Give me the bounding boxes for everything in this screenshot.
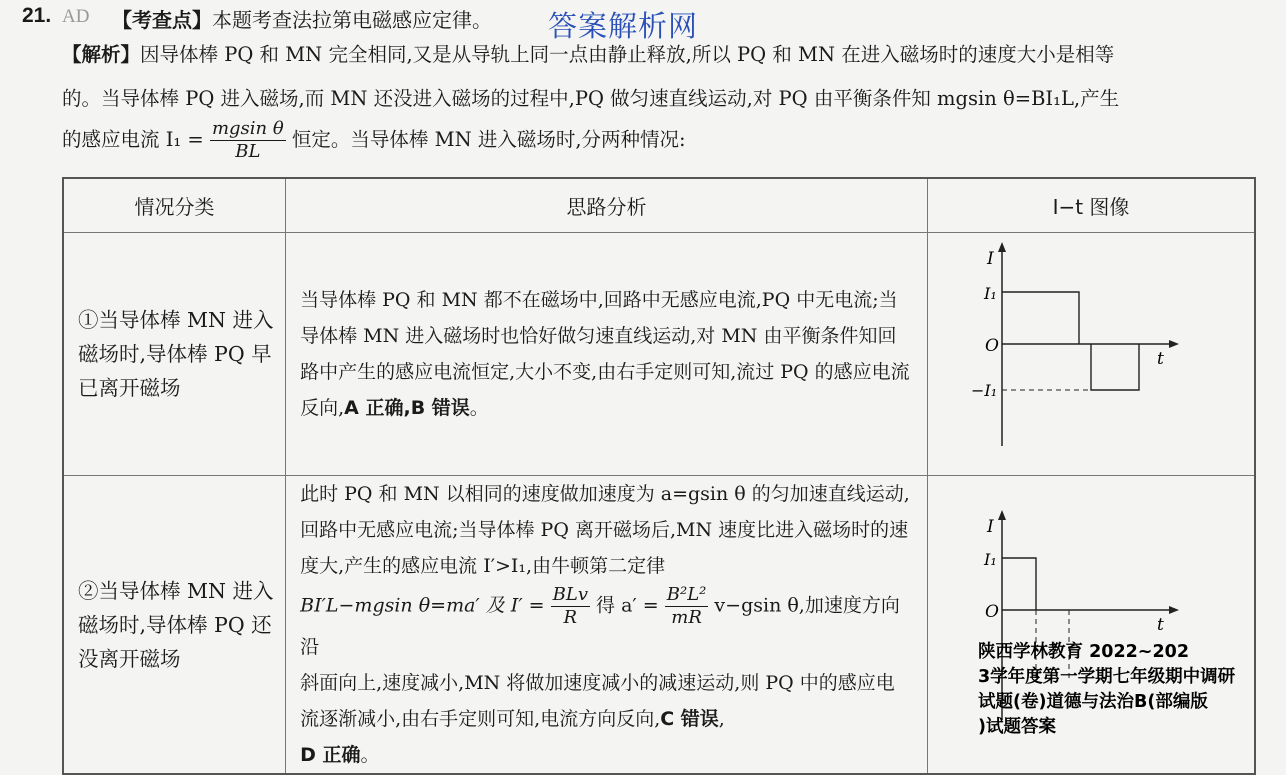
origin-label: O [984, 601, 999, 622]
table-header-row [63, 178, 1255, 233]
question-number: 21. [22, 4, 52, 27]
answer-key: AD [62, 6, 90, 27]
upper-level-label: I₁ [983, 284, 997, 303]
analysis-cell [286, 233, 928, 476]
analysis-conclusion: A 正确,B 错误 [344, 397, 470, 419]
current-fraction [210, 118, 286, 163]
x-axis-label: t [1156, 349, 1164, 369]
analysis-conclusion-c: C 错误 [660, 708, 719, 730]
lower-level-label: −I₁ [970, 381, 998, 400]
header-situation: 情况分类 [63, 178, 286, 233]
current-formula-prefix: 的感应电流 I₁ = [62, 128, 204, 151]
analysis-line-3 [62, 118, 1262, 163]
fraction-denominator: mR [671, 607, 702, 628]
analysis-cell [286, 476, 928, 775]
situation-cell: ②当导体棒 MN 进入磁场时,导体棒 PQ 还没离开磁场 [63, 476, 286, 775]
y-axis-label: I [986, 249, 994, 269]
equation-part-c: v−gsin θ,加速度方向沿 [300, 594, 900, 658]
origin-label: O [984, 336, 999, 356]
fraction-numerator: BLv [552, 584, 588, 605]
upper-level-label: I₁ [983, 549, 997, 569]
analysis-end: 。 [469, 397, 489, 419]
key-point-label: 【考查点】 [112, 8, 212, 32]
fraction-numerator: mgsin θ [211, 118, 284, 139]
key-point [112, 4, 492, 33]
fraction-blv-r [551, 584, 590, 629]
fraction-numerator: B²L² [666, 584, 707, 605]
y-axis-arrow-icon [998, 510, 1006, 520]
header-analysis: 思路分析 [286, 178, 928, 233]
current-time-graph [929, 234, 1253, 474]
analysis-text: 当导体棒 PQ 和 MN 都不在磁场中,回路中无感应电流,PQ 中无电流;当导体棒 MN 进入磁场时也恰好做匀速直线运动,对 MN 由平衡条件知回路中产生的感应电流恒定,大小不变,由右手定则可知,流过 PQ 的感应电流反向, [300, 289, 910, 419]
negative-current-pulse [1091, 344, 1139, 390]
key-point-text: 本题考查法拉第电磁感应定律。 [212, 8, 492, 32]
analysis-separator: , [718, 708, 725, 730]
analysis-text-1: 此时 PQ 和 MN 以相同的速度做加速度为 a=gsin θ 的匀加速直线运动,回路中无感应电流;当导体棒 PQ 离开磁场后,MN 速度比进入磁场时的速度大,产生的感应电流 I′>I₁,由牛顿第二定律 [300, 483, 910, 577]
positive-current-pulse [1002, 292, 1079, 344]
equation-part-b: 得 a′ = [596, 594, 659, 617]
x-axis-arrow-icon [1169, 340, 1179, 348]
analysis-paragraph [62, 33, 1262, 121]
y-axis-label: I [986, 516, 994, 537]
promo-overlay-text: 陕西学林教育 2022~202 3学年度第一学期七年级期中调研 试题(卷)道德与法治B(部编版 )试题答案 [978, 642, 1236, 737]
header-graph: I−t 图像 [927, 178, 1255, 233]
watermark-text: 答案解析网 [548, 9, 699, 43]
fraction-denominator: R [563, 607, 578, 628]
graph-cell [927, 233, 1255, 476]
analysis-label: 【解析】 [62, 43, 141, 66]
y-axis-arrow-icon [998, 242, 1006, 252]
analysis-end: 。 [360, 744, 380, 766]
analysis-conclusion-d: D 正确 [300, 744, 361, 766]
x-axis-arrow-icon [1169, 606, 1179, 614]
fraction-b2l2-mr [665, 584, 709, 629]
fraction-denominator: BL [235, 141, 261, 162]
analysis-text-2: 斜面向上,速度减小,MN 将做加速度减小的减速运动,则 PQ 中的感应电流逐渐减小,由右手定则可知,电流方向反向, [300, 672, 895, 730]
equation-part-a: BI′L−mgsin θ=ma′ 及 I′ = [300, 594, 545, 617]
analysis-line-2: 的。当导体棒 PQ 进入磁场,而 MN 还没进入磁场的过程中,PQ 做匀速直线运动,对 PQ 由平衡条件知 mgsin θ=BI₁L,产生 [62, 87, 1120, 110]
situation-cell: ①当导体棒 MN 进入磁场时,导体棒 PQ 早已离开磁场 [63, 233, 286, 476]
x-axis-label: t [1156, 614, 1164, 635]
analysis-line-1: 因导体棒 PQ 和 MN 完全相同,又是从导轨上同一点由静止释放,所以 PQ 和 MN 在进入磁场时的速度大小是相等 [140, 43, 1115, 66]
current-formula-suffix: 恒定。当导体棒 MN 进入磁场时,分两种情况: [291, 128, 686, 151]
positive-current-pulse [1002, 558, 1036, 610]
table-row [63, 233, 1255, 476]
